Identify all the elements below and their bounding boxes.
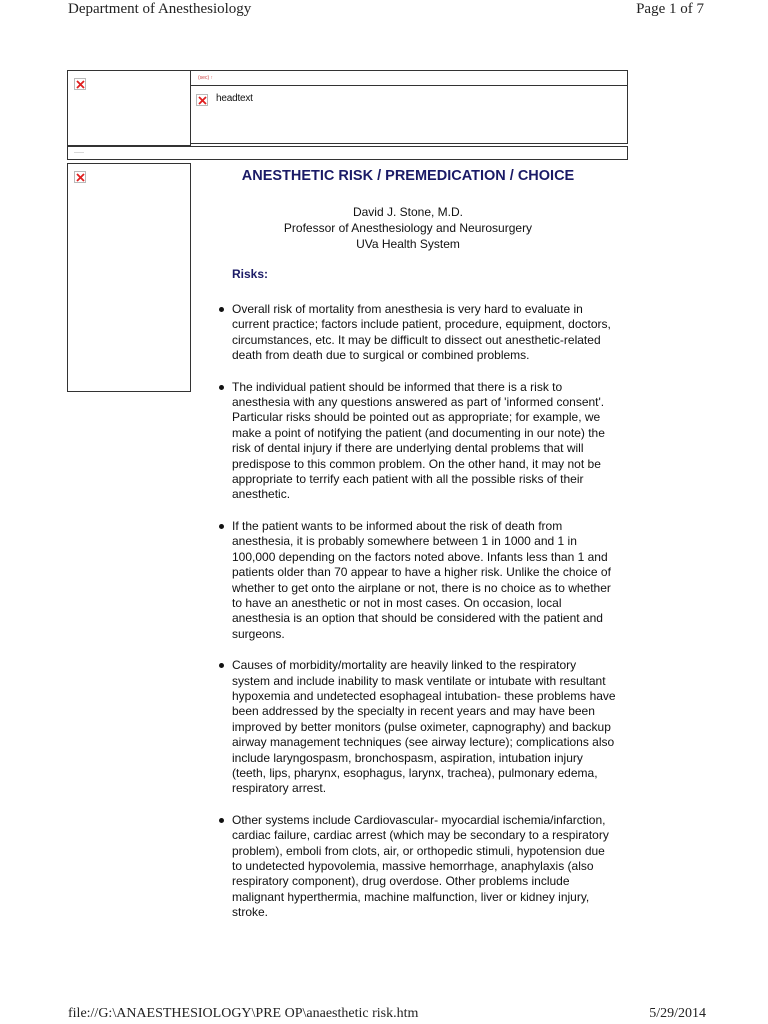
bullet-dot (219, 307, 224, 312)
broken-image-icon (196, 94, 208, 106)
author-institution: UVa Health System (356, 237, 460, 251)
print-header (0, 0, 768, 24)
print-footer-file-path: file://G:\ANAESTHESIOLOGY\PRE OP\anaesthetic risk.htm (68, 1006, 419, 1021)
nav-tiny-rule: —— (74, 150, 84, 156)
print-footer-date: 5/29/2014 (649, 1006, 706, 1021)
list-item-text: Other systems include Cardiovascular- myocardial ischemia/infarction, cardiac failure, cardiac arrest (which may be secondary to a respiratory problem), emboli from clots, air, or orthopedic stimuli, hypotension due to undetected hypovolemia, massive hemorrhage, anaphylaxis (also respiratory component), drug overdose. Other problems include malignant hyperthermia, machine malfunction, liver or kidney injury, stroke. (232, 812, 609, 920)
bullet-dot (219, 818, 224, 823)
broken-image-icon (74, 78, 86, 90)
bullet-dot (219, 663, 224, 668)
bullet-dot (219, 385, 224, 390)
article-title: ANESTHETIC RISK / PREMEDICATION / CHOICE (241, 168, 575, 184)
author-position: Professor of Anesthesiology and Neurosurgery (283, 221, 533, 235)
print-header-page-number: Page 1 of 7 (636, 1, 704, 17)
section-heading-risks: Risks: (232, 267, 269, 281)
author-name: David J. Stone, M.D. (352, 205, 464, 219)
headtext-alt-label: headtext (216, 93, 253, 104)
print-header-title: Department of Anesthesiology (68, 1, 252, 17)
print-footer (0, 1006, 768, 1024)
author-block (190, 204, 626, 252)
risk-bullet-list (216, 302, 616, 937)
banner-top-strip (190, 70, 628, 86)
banner-headtext-cell (190, 85, 628, 144)
list-item-text: Causes of morbidity/mortality are heavily linked to the respiratory system and include inability to mask ventilate or intubate with resultant hypoxemia and undetected esophageal intubation- these problems have been addressed by the specialty in recent years and may have been improved by better monitors (pulse oximeter, capnography) and backup airway management techniques (see airway lecture); complications also include laryngospasm, bronchospasm, aspiration, intubation injury (teeth, lips, pharynx, esophagus, larynx, trachea), pulmonary edema, respiratory arrest. (232, 658, 616, 796)
list-item-text: If the patient wants to be informed about the risk of death from anesthesia, it is probably somewhere between 1 in 1000 and 1 in 100,000 depending on the factors noted above. Infants less than 1 and patients older than 70 appear to have a higher risk. Unlike the choice of whether to get onto the airplane or not, there is no choice as to whether to have an anesthetic or not in most cases. On occasion, local anesthesia is an option that should be considered with the patient and surgeons. (232, 518, 611, 641)
sidebar-cell (67, 163, 191, 392)
banner-tiny-mark: (sec) ↑ (198, 75, 213, 81)
list-item (216, 813, 616, 921)
list-item-text: Overall risk of mortality from anesthesia is very hard to evaluate in current practice; factors include patient, procedure, equipment, doctors, circumstances, etc. It may be difficult to dissect out anesthetic-related death from death due to surgical or combined problems. (232, 302, 611, 363)
bullet-dot (219, 524, 224, 529)
broken-image-icon (74, 171, 86, 183)
list-item (216, 380, 616, 503)
list-item-text: The individual patient should be informed that there is a risk to anesthesia with any questions answered as part of 'informed consent'. Particular risks should be pointed out as appropriate; for example, we make a point of notifying the patient (and documenting in our note) the risk of dental injury if there are underlying dental problems that will predispose to this common problem. On the other hand, it may not be appropriate to terrify each patient with all the possible risks of their anesthetic. (232, 379, 605, 502)
list-item (216, 519, 616, 642)
nav-strip (67, 146, 628, 160)
list-item (216, 302, 616, 364)
list-item (216, 658, 616, 797)
